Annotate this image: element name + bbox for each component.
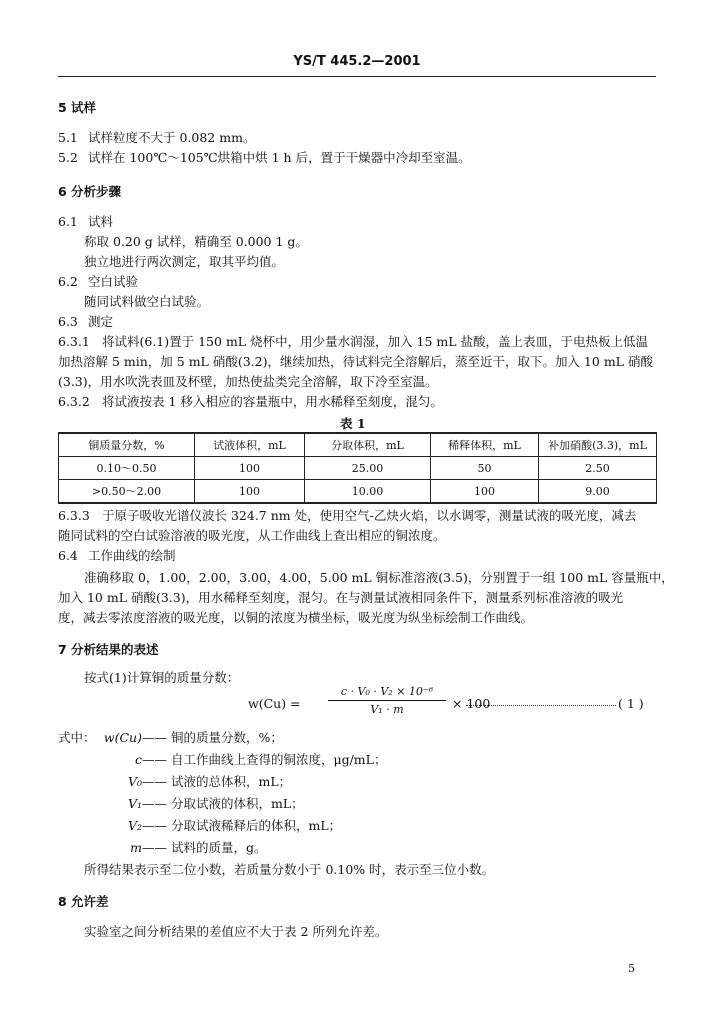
definition-symbol: c <box>134 752 142 767</box>
definition-symbol: w(Cu) <box>103 730 142 745</box>
clause-text: 于原子吸收光谱仪波长 324.7 nm 处，使用空气-乙炔火焰，以水调零，测量试液的吸光度，减去 <box>102 508 637 523</box>
definition-text: —— 试料的质量，g。 <box>142 840 267 855</box>
clause-text: 试样粒度不大于 0.082 mm。 <box>88 130 256 145</box>
clause-number: 6.2 <box>58 274 78 289</box>
table-header-row <box>59 433 657 457</box>
clause-number: 6.3.3 <box>58 508 90 523</box>
clause-6-4-line-3: 度，减去零浓度溶液的吸光度，以铜的浓度为横坐标，吸光度为纵坐标绘制工作曲线。 <box>58 610 534 625</box>
leader-dots <box>466 697 616 706</box>
formula-denominator: V₁ · m <box>370 703 404 716</box>
definition-text: —— 自工作曲线上查得的铜浓度，μg/mL； <box>142 752 387 767</box>
clause-text: 试样在 100℃～105℃烘箱中烘 1 h 后，置于干燥器中冷却至室温。 <box>88 150 471 165</box>
clause-6-2-title <box>58 274 138 290</box>
table-cell: >0.50～2.00 <box>59 480 195 504</box>
clause-number: 6.4 <box>58 548 78 563</box>
definition-text: —— 试液的总体积，mL； <box>142 774 292 789</box>
section-7-heading: 7 分析结果的表述 <box>58 642 159 657</box>
table-cell: 100 <box>195 480 305 504</box>
clause-6-3-title <box>58 314 113 330</box>
clause-title: 试料 <box>88 214 114 229</box>
clause-6-3-3-line-1 <box>58 508 636 524</box>
table-cell: 100 <box>431 480 539 504</box>
clause-5-1 <box>58 130 255 146</box>
standard-code: YS/T 445.2—2001 <box>293 54 421 69</box>
clause-number: 5.2 <box>58 150 78 165</box>
table-cell: 0.10～0.50 <box>59 457 195 480</box>
clause-6-1-line-2: 独立地进行两次测定，取其平均值。 <box>84 254 285 269</box>
definition-row <box>92 796 304 812</box>
column-header: 试液体积，mL <box>195 433 305 457</box>
page-number: 5 <box>628 962 635 975</box>
section-8-heading: 8 允许差 <box>58 894 109 909</box>
column-header: 稀释体积，mL <box>431 433 539 457</box>
clause-title: 工作曲线的绘制 <box>88 548 176 563</box>
table-row <box>59 480 657 504</box>
table-cell: 50 <box>431 457 539 480</box>
definition-text: —— 分取试液的体积，mL； <box>142 796 304 811</box>
section-6-heading: 6 分析步骤 <box>58 184 122 199</box>
definition-text: —— 铜的质量分数，%； <box>142 730 283 745</box>
clause-number: 6.3.1 <box>58 334 90 349</box>
formula-fraction <box>328 684 446 717</box>
formula-numerator: c · V₀ · V₂ × 10⁻⁶ <box>340 685 434 698</box>
clause-6-3-1-line-2: 加热溶解 5 min，加 5 mL 硝酸(3.2)，继续加热，待试料完全溶解后，蒸至近干，取下。加入 10 mL 硝酸 <box>58 354 653 369</box>
formula-lhs: w(Cu) = <box>248 696 301 711</box>
header-rule <box>58 76 656 77</box>
table-1 <box>58 432 657 504</box>
clause-number: 6.3 <box>58 314 78 329</box>
clause-6-1-line-1: 称取 0.20 g 试样，精确至 0.000 1 g。 <box>84 234 308 249</box>
clause-6-1-title <box>58 214 113 230</box>
clause-text: 将试料(6.1)置于 150 mL 烧杯中，用少量水润湿，加入 15 mL 盐酸，盖上表皿，于电热板上低温 <box>102 334 649 349</box>
clause-6-3-2 <box>58 394 443 410</box>
definition-symbol: m <box>130 840 142 855</box>
clause-6-3-1-line-1 <box>58 334 648 350</box>
clause-6-2-line-1: 随同试料做空白试验。 <box>84 294 210 309</box>
section-5-heading: 5 试样 <box>58 100 97 115</box>
clause-title: 空白试验 <box>88 274 139 289</box>
clause-6-4-line-1: 准确移取 0，1.00，2.00，3.00，4.00，5.00 mL 铜标准溶液(3.5)，分别置于一组 100 mL 容量瓶中， <box>84 570 674 585</box>
table-cell: 25.00 <box>305 457 431 480</box>
clause-text: 将试液按表 1 移入相应的容量瓶中，用水稀释至刻度，混匀。 <box>102 394 443 409</box>
clause-number: 6.1 <box>58 214 78 229</box>
clause-6-4-title <box>58 548 176 564</box>
definition-row <box>92 818 341 834</box>
column-header: 铜质量分数，% <box>59 433 195 457</box>
formula-intro: 按式(1)计算铜的质量分数： <box>84 670 240 685</box>
tolerance-text: 实验室之间分析结果的差值应不大于表 2 所列允许差。 <box>84 924 388 939</box>
formula-rhs: × 100 <box>452 696 491 711</box>
clause-6-4-line-2: 加入 10 mL 硝酸(3.3)，用水稀释至刻度，混匀。在与测量试液相同条件下，测量系列标准溶液的吸光 <box>58 590 624 605</box>
definition-row <box>92 774 291 790</box>
clause-6-3-3-line-2: 随同试料的空白试验溶液的吸光度，从工作曲线上查出相应的铜浓度。 <box>58 528 446 543</box>
clause-number: 6.3.2 <box>58 394 90 409</box>
table-row <box>59 457 657 480</box>
clause-number: 5.1 <box>58 130 78 145</box>
definition-row <box>92 752 386 768</box>
table-cell: 10.00 <box>305 480 431 504</box>
definition-text: —— 分取试液稀释后的体积，mL； <box>142 818 342 833</box>
definition-symbol: V₁ <box>127 796 142 811</box>
clause-title: 测定 <box>88 314 114 329</box>
clause-5-2 <box>58 150 471 166</box>
table-cell: 100 <box>195 457 305 480</box>
definition-row <box>92 840 266 856</box>
equation-number: ( 1 ) <box>618 696 644 711</box>
result-precision-note: 所得结果表示至二位小数，若质量分数小于 0.10% 时，表示至三位小数。 <box>84 862 495 877</box>
fraction-bar <box>328 700 446 701</box>
column-header: 分取体积，mL <box>305 433 431 457</box>
definition-symbol: V₀ <box>127 774 142 789</box>
table-cell: 2.50 <box>539 457 657 480</box>
definition-symbol: V₂ <box>127 818 142 833</box>
column-header: 补加硝酸(3.3)，mL <box>539 433 657 457</box>
where-lead: 式中： <box>58 730 96 745</box>
clause-6-3-1-line-3: (3.3)，用水吹洗表皿及杯壁，加热使盐类完全溶解，取下冷至室温。 <box>58 374 438 389</box>
definition-row <box>92 730 283 746</box>
table-1-caption: 表 1 <box>340 416 366 431</box>
table-cell: 9.00 <box>539 480 657 504</box>
